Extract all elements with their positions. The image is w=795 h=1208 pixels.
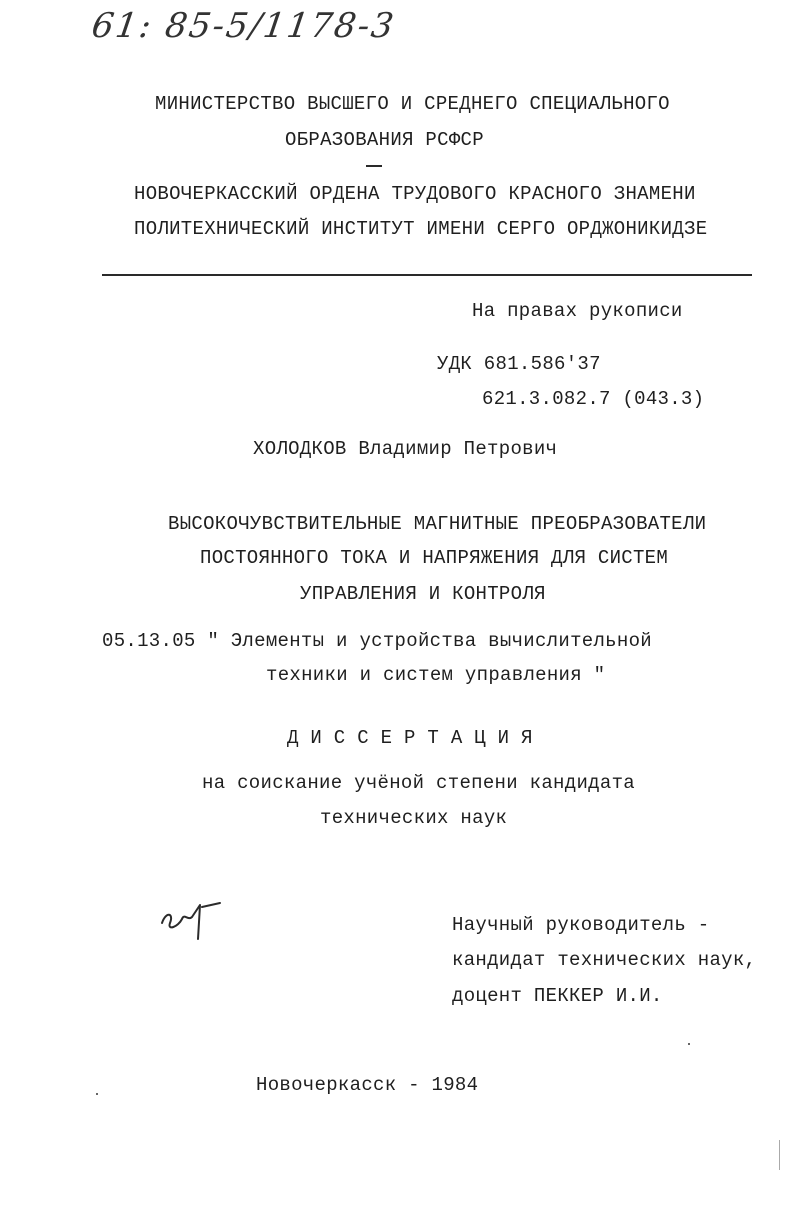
place-and-year: Новочеркасск - 1984 — [256, 1074, 479, 1096]
advisor-line-2: кандидат технических наук, — [452, 949, 757, 971]
title-line-3: УПРАВЛЕНИЯ И КОНТРОЛЯ — [300, 583, 546, 605]
header-divider — [102, 274, 752, 276]
degree-line-2: технических наук — [320, 807, 508, 829]
archive-handwritten-mark: 61: 85-5/1178-3 — [89, 6, 398, 46]
title-line-2: ПОСТОЯННОГО ТОКА И НАПРЯЖЕНИЯ ДЛЯ СИСТЕМ — [200, 547, 669, 569]
udk-line-1: УДК 681.586'37 — [437, 353, 601, 375]
specialty-line-2: техники и систем управления " — [266, 664, 606, 686]
author-name: ХОЛОДКОВ Владимир Петрович — [253, 438, 558, 460]
scan-speck — [779, 1140, 780, 1170]
degree-line-1: на соискание учёной степени кандидата — [202, 772, 635, 794]
institute-line-1: НОВОЧЕРКАССКИЙ ОРДЕНА ТРУДОВОГО КРАСНОГО ЗНАМЕНИ — [134, 183, 696, 205]
scan-speck — [688, 1043, 690, 1045]
specialty-line-1: 05.13.05 " Элементы и устройства вычислительной — [102, 630, 652, 652]
ministry-line-2: ОБРАЗОВАНИЯ РСФСР — [285, 129, 484, 151]
udk-line-2: 621.3.082.7 (043.3) — [482, 388, 705, 410]
header-dash — [366, 165, 382, 167]
title-line-1: ВЫСОКОЧУВСТВИТЕЛЬНЫЕ МАГНИТНЫЕ ПРЕОБРАЗОВАТЕЛИ — [168, 513, 707, 535]
signature-scribble — [156, 893, 226, 943]
ministry-line-1: МИНИСТЕРСТВО ВЫСШЕГО И СРЕДНЕГО СПЕЦИАЛЬНОГО — [155, 93, 670, 115]
advisor-line-3: доцент ПЕККЕР И.И. — [452, 985, 663, 1007]
institute-line-2: ПОЛИТЕХНИЧЕСКИЙ ИНСТИТУТ ИМЕНИ СЕРГО ОРДЖОНИКИДЗЕ — [134, 218, 708, 240]
advisor-line-1: Научный руководитель - — [452, 914, 710, 936]
scan-speck — [96, 1093, 98, 1095]
document-type: Д И С С Е Р Т А Ц И Я — [287, 727, 533, 749]
manuscript-note: На правах рукописи — [472, 300, 683, 322]
